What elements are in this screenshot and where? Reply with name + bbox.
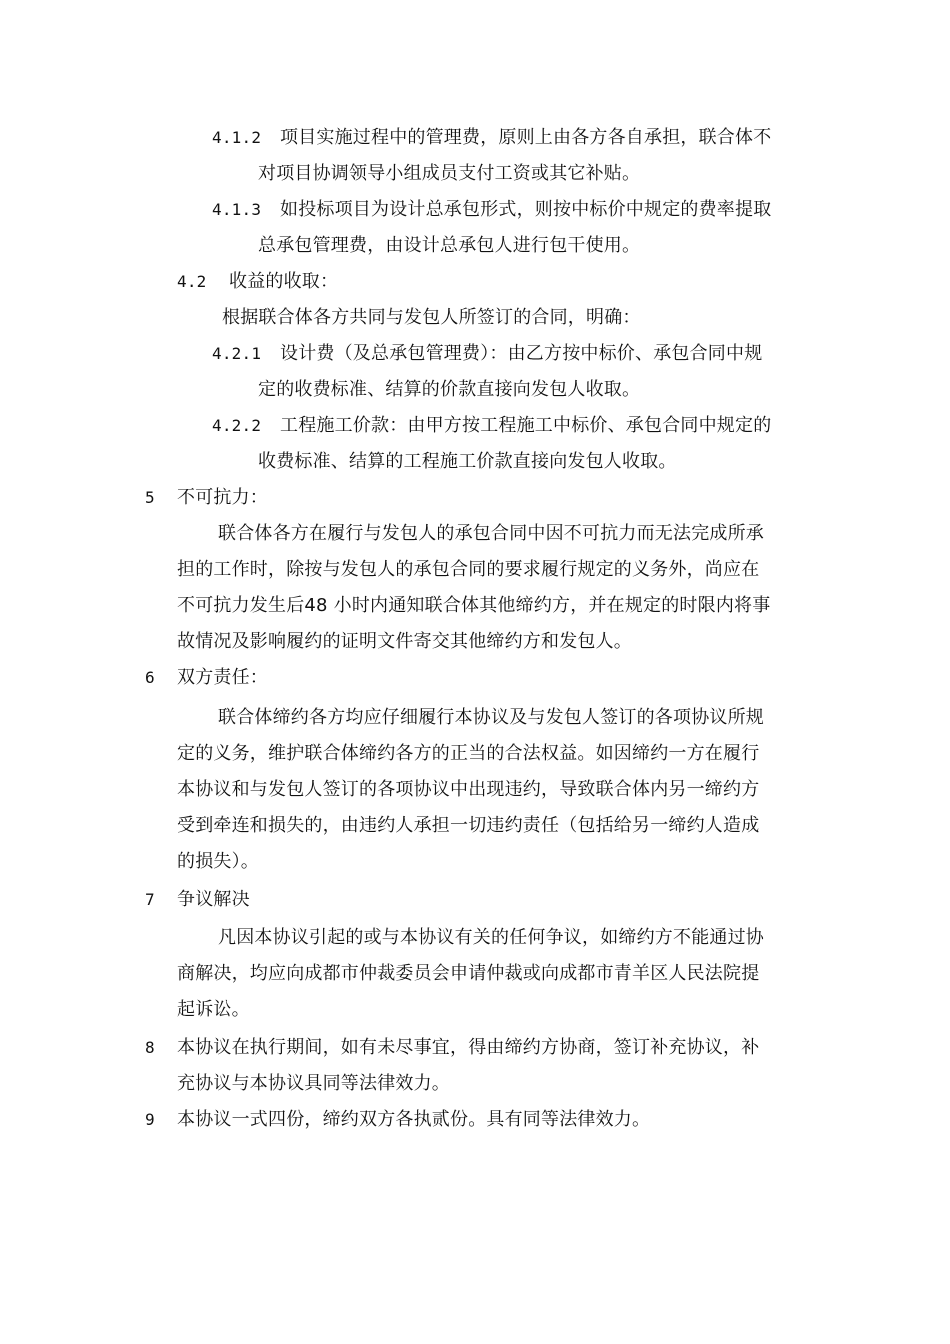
paragraph-line: 联合体缔约各方均应仔细履行本协议及与发包人签订的各项协议所规 <box>218 707 764 728</box>
clause-4-2-2 <box>212 413 771 439</box>
clause-text-continued: 定的收费标准、结算的价款直接向发包人收取。 <box>258 379 641 400</box>
section-6-heading <box>145 665 268 691</box>
paragraph-line: 的损失）。 <box>177 851 259 872</box>
paragraph-line: 根据联合体各方共同与发包人所签订的合同，明确： <box>222 307 641 328</box>
paragraph-line: 凡因本协议引起的或与本协议有关的任何争议，如缔约方不能通过协 <box>218 927 764 948</box>
section-text: 本协议在执行期间，如有未尽事宜，得由缔约方协商，签订补充协议，补 <box>177 1037 760 1058</box>
clause-4-2-heading <box>177 269 338 295</box>
clause-4-1-3 <box>212 197 771 223</box>
paragraph-line: 联合体各方在履行与发包人的承包合同中因不可抗力而无法完成所承 <box>218 523 764 544</box>
clause-number: 4.2.1 <box>212 344 262 363</box>
section-title: 不可抗力： <box>177 487 268 508</box>
section-7-heading <box>145 887 250 913</box>
paragraph-line: 担的工作时，除按与发包人的承包合同的要求履行规定的义务外，尚应在 <box>177 559 760 580</box>
section-5-heading <box>145 485 268 511</box>
section-number: 5 <box>145 488 155 507</box>
clause-4-2-1 <box>212 341 762 367</box>
clause-number: 4.1.2 <box>212 128 262 147</box>
clause-number: 4.1.3 <box>212 200 262 219</box>
paragraph-line: 故情况及影响履约的证明文件寄交其他缔约方和发包人。 <box>177 631 632 652</box>
section-number: 8 <box>145 1038 155 1057</box>
clause-text: 设计费（及总承包管理费）：由乙方按中标价、承包合同中规 <box>280 343 763 364</box>
paragraph-line: 定的义务，维护联合体缔约各方的正当的合法权益。如因缔约一方在履行 <box>177 743 760 764</box>
section-title: 争议解决 <box>177 889 250 910</box>
section-number: 7 <box>145 890 155 909</box>
paragraph-line: 不可抗力发生后48 小时内通知联合体其他缔约方，并在规定的时限内将事 <box>177 595 771 616</box>
clause-text-continued: 收费标准、结算的工程施工价款直接向发包人收取。 <box>258 451 677 472</box>
paragraph-line: 商解决，均应向成都市仲裁委员会申请仲裁或向成都市青羊区人民法院提 <box>177 963 760 984</box>
clause-text: 如投标项目为设计总承包形式，则按中标价中规定的费率提取 <box>280 199 772 220</box>
clause-text-continued: 对项目协调领导小组成员支付工资或其它补贴。 <box>258 163 641 184</box>
paragraph-line: 本协议和与发包人签订的各项协议中出现违约，导致联合体内另一缔约方 <box>177 779 760 800</box>
section-9 <box>145 1107 650 1133</box>
section-title: 双方责任： <box>177 667 268 688</box>
clause-4-1-2 <box>212 125 771 151</box>
clause-text-continued: 总承包管理费，由设计总承包人进行包干使用。 <box>258 235 641 256</box>
paragraph-line: 受到牵连和损失的，由违约人承担一切违约责任（包括给另一缔约人造成 <box>177 815 760 836</box>
clause-text: 工程施工价款：由甲方按工程施工中标价、承包合同中规定的 <box>280 415 772 436</box>
clause-text: 项目实施过程中的管理费，原则上由各方各自承担，联合体不 <box>280 127 772 148</box>
clause-text: 收益的收取： <box>229 271 339 292</box>
section-number: 9 <box>145 1110 155 1129</box>
clause-number: 4.2.2 <box>212 416 262 435</box>
paragraph-line: 充协议与本协议具同等法律效力。 <box>177 1073 450 1094</box>
section-text: 本协议一式四份，缔约双方各执贰份。具有同等法律效力。 <box>177 1109 651 1130</box>
section-8 <box>145 1035 759 1061</box>
clause-number: 4.2 <box>177 272 207 291</box>
section-number: 6 <box>145 668 155 687</box>
paragraph-line: 起诉讼。 <box>177 999 250 1020</box>
